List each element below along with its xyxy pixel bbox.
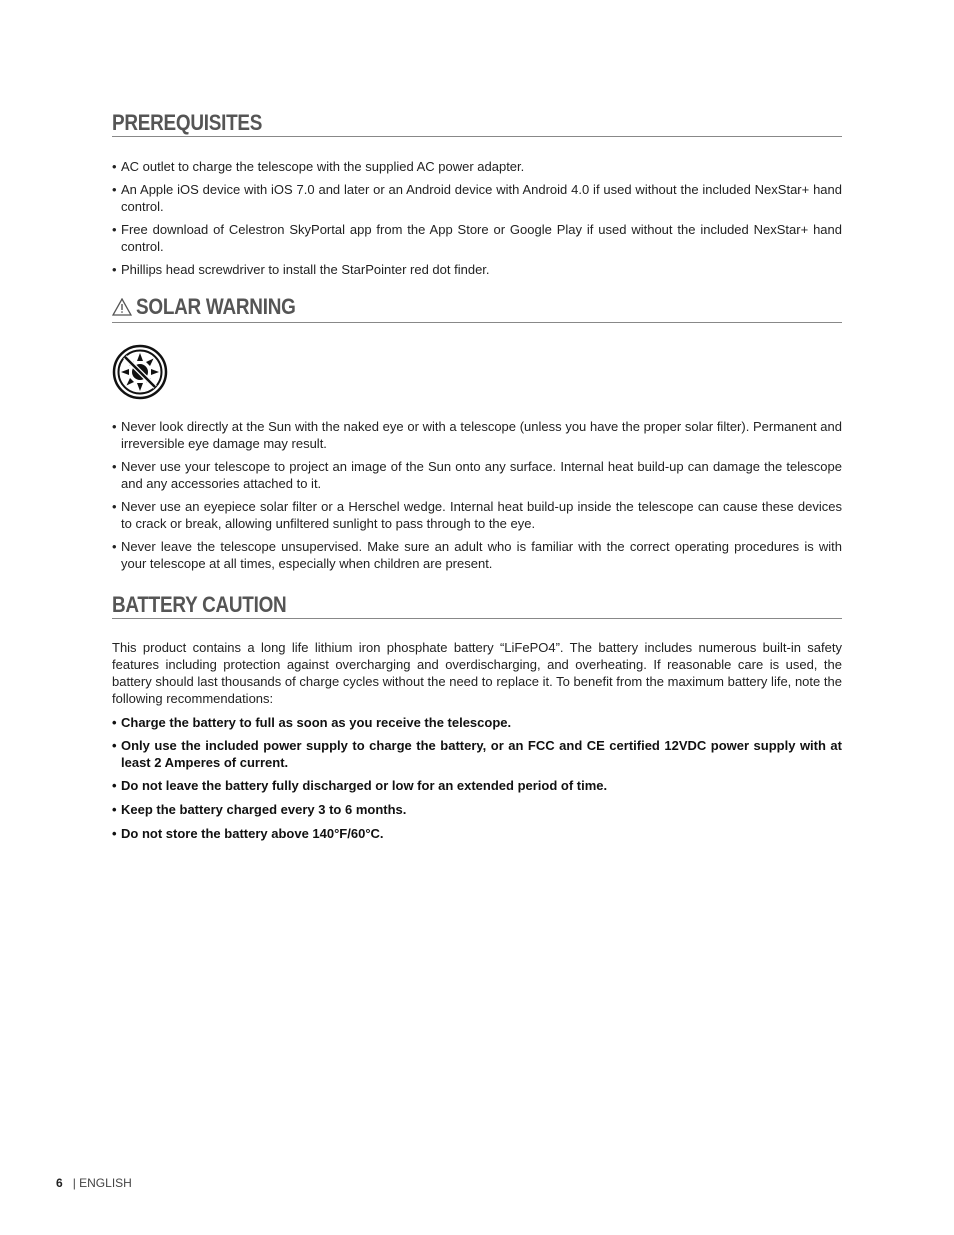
list-item: • Charge the battery to full as soon as you receive the telescope. xyxy=(112,715,512,730)
prerequisites-heading: PREREQUISITES xyxy=(112,110,842,137)
list-item: • Never leave the telescope unsupervised. Make sure an adult who is familiar with the correct operating procedures is with your telescope at all times, especially when children are present. xyxy=(112,539,842,571)
prerequisites-list xyxy=(112,158,842,278)
list-item: • Keep the battery charged every 3 to 6 months. xyxy=(112,802,407,817)
footer-language: | ENGLISH xyxy=(72,1176,132,1190)
list-item: • Never use an eyepiece solar filter or a Herschel wedge. Internal heat build-up inside the telescope can cause these devices to crack or break, allowing unfiltered sunlight to pass through to the eye. xyxy=(112,499,842,531)
list-item: • Free download of Celestron SkyPortal app from the App Store or Google Play if used without the included NexStar+ hand control. xyxy=(112,222,842,254)
list-item: • Only use the included power supply to charge the battery, or an FCC and CE certified 12VDC power supply with at least 2 Amperes of current. xyxy=(112,738,842,770)
page-footer xyxy=(56,1176,132,1190)
list-item: • AC outlet to charge the telescope with the supplied AC power adapter. xyxy=(112,159,525,174)
list-item: • Never look directly at the Sun with the naked eye or with a telescope (unless you have the proper solar filter). Permanent and irreversible eye damage may result. xyxy=(112,419,842,451)
list-item: • An Apple iOS device with iOS 7.0 and later or an Android device with Android 4.0 if used without the included NexStar+ hand control. xyxy=(112,182,842,214)
list-item: • Do not store the battery above 140°F/60°C. xyxy=(112,826,384,841)
warning-triangle-icon xyxy=(112,296,132,322)
battery-recommendations-list xyxy=(112,714,842,842)
solar-warning-list xyxy=(112,418,842,572)
battery-caution-heading: BATTERY CAUTION xyxy=(112,592,842,619)
battery-intro-paragraph: This product contains a long life lithium iron phosphate battery “LiFePO4”. The battery includes numerous built-in safety features including protection against overcharging and overdischarging, and overheating. If reasonable care is used, the battery should last thousands of charge cycles without the need to replace it. To benefit from the maximum battery life, note the following recommendations: xyxy=(112,640,842,706)
no-sun-viewing-icon xyxy=(112,344,168,400)
list-item: • Do not leave the battery fully discharged or low for an extended period of time. xyxy=(112,778,608,793)
page-number: 6 xyxy=(56,1176,63,1190)
solar-warning-heading: SOLAR WARNING xyxy=(112,294,842,323)
list-item: • Never use your telescope to project an image of the Sun onto any surface. Internal heat build-up can damage the telescope and any accessories attached to it. xyxy=(112,459,842,491)
list-item: • Phillips head screwdriver to install the StarPointer red dot finder. xyxy=(112,262,490,277)
